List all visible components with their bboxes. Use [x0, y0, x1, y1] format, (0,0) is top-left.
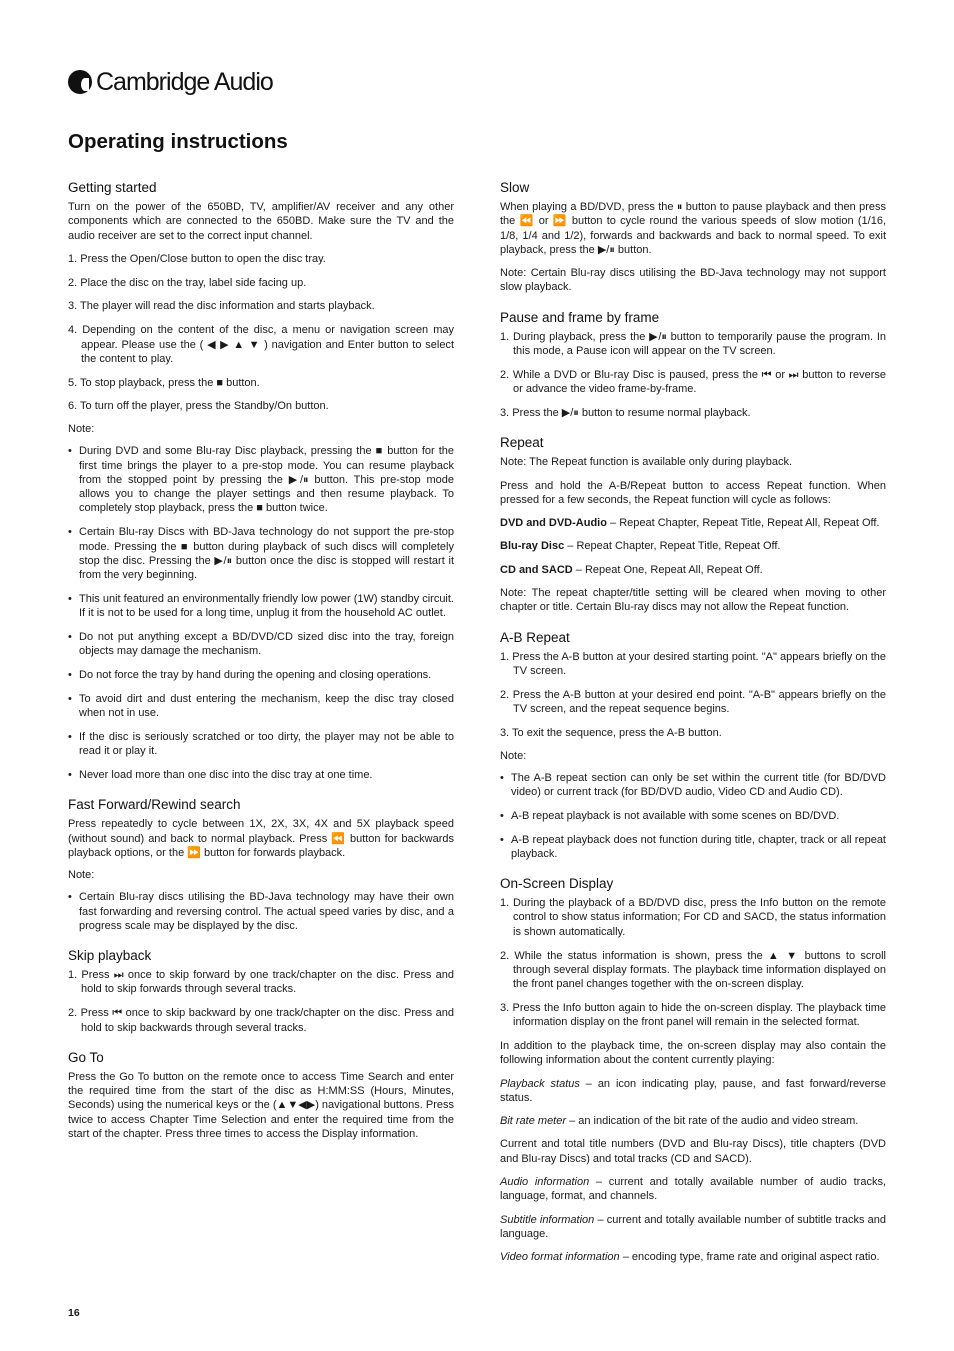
- section-repeat: [500, 435, 886, 614]
- section-on-screen-display: [500, 876, 886, 1264]
- section-heading: Fast Forward/Rewind search: [68, 797, 241, 813]
- list-item: • A-B repeat playback is not available with some scenes on BD/DVD.: [500, 809, 886, 823]
- right-column: [500, 180, 886, 1280]
- note-paragraph: [500, 266, 886, 295]
- repeat-label: CD and SACD: [500, 563, 573, 576]
- note-label: Note:: [500, 456, 527, 469]
- section-heading: Slow: [500, 180, 530, 195]
- brand-name: Cambridge Audio: [96, 67, 273, 96]
- list-item: • To avoid dirt and dust entering the mechanism, keep the disc tray closed when not in use.: [68, 692, 454, 721]
- section-heading: A-B Repeat: [500, 629, 570, 645]
- list-item: 1. During the playback of a BD/DVD disc, press the Info button on the remote control to show status information; For CD and SACD, the status information is shown automatically.: [500, 897, 886, 938]
- osd-item-label: Bit rate meter: [500, 1115, 567, 1128]
- note-text: Certain Blu-ray discs utilising the BD-Java technology may not support slow playback.: [500, 267, 886, 294]
- list-item: 2. Place the disc on the tray, label side facing up.: [68, 276, 307, 289]
- list-item: 2. While the status information is shown, press the ▲ ▼ buttons to scroll through several display formats. The playback time information displayed on the front panel changes together with the on-screen display.: [500, 949, 886, 991]
- note-label: Note:: [500, 749, 527, 762]
- note-text: The repeat chapter/title setting will be cleared when moving to other chapter or title. Certain Blu-ray discs may not allow the Repeat function.: [500, 587, 886, 614]
- paragraph: Turn on the power of the 650BD, TV, amplifier/AV receiver and any other components which are connected to the 650BD. Make sure the TV and the audio receiver are set to the correct input channel.: [68, 201, 454, 242]
- osd-item-text: – an indication of the bit rate of the audio and video stream.: [569, 1115, 859, 1128]
- notes-list: [68, 444, 454, 782]
- steps-list: [500, 650, 886, 740]
- list-item: 2. Press the A-B button at your desired end point. "A-B" appears briefly on the TV screen, and the repeat sequence begins.: [500, 688, 886, 716]
- repeat-label: DVD and DVD-Audio: [500, 517, 607, 530]
- paragraph: When playing a BD/DVD, press the ⏸ button to pause playback and then press the ⏪ or ⏩ button to cycle round the various speeds of slow motion (1/16, 1/8, 1/4 and 1/2), forwards and backwards and back to normal speed. To exit playback, press the ▶/⏸ button.: [500, 201, 886, 256]
- list-item: 3. Press the Info button again to hide the on-screen display. The playback time information display on the front panel will remain in the selected format.: [500, 1001, 886, 1029]
- list-item: 1. Press the Open/Close button to open the disc tray.: [68, 252, 326, 265]
- repeat-cd: [500, 563, 886, 577]
- list-item: • The A-B repeat section can only be set within the current title (for BD/DVD video) or current track (for BD/DVD audio, Video CD and Audio CD).: [500, 771, 886, 800]
- paragraph: Press the Go To button on the remote once to access Time Search and enter the required time from the start of the disc as H:MM:SS (Hours, Minutes, Seconds) using the numerical keys or the (▲▼◀▶) navigational buttons. Press twice to access Chapter Time Selection and enter the required time from the start of the chapter. Press three times to access the Display information.: [68, 1070, 454, 1141]
- section-pause-frame: [500, 310, 886, 420]
- section-heading: Go To: [68, 1049, 104, 1065]
- osd-item: [500, 1213, 886, 1242]
- section-ab-repeat: [500, 630, 886, 861]
- section-heading: Repeat: [500, 435, 544, 451]
- list-item: • This unit featured an environmentally friendly low power (1W) standby circuit. If it is not to be used for a long time, unplug it from the household AC outlet.: [68, 592, 454, 621]
- list-item: 1. Press ⏭ once to skip forward by one track/chapter on the disc. Press and hold to skip forwards through several tracks.: [68, 969, 454, 996]
- section-skip-playback: [68, 948, 454, 1035]
- list-item: 5. To stop playback, press the ■ button.: [68, 376, 260, 389]
- list-item: 1. Press the A-B button at your desired starting point. "A" appears briefly on the TV screen.: [500, 650, 886, 677]
- osd-item-label: Playback status: [500, 1077, 580, 1090]
- list-item: 1. During playback, press the ▶/⏸ button to temporarily pause the program. In this mode, a Pause icon will appear on the TV screen.: [500, 330, 886, 358]
- list-item: • Certain Blu-ray Discs with BD-Java technology do not support the pre-stop mode. Pressing the ■ button during playback of such discs will completely stop the disc. Pressing the ▶/⏸ button once the disc is stopped will restart it from the very beginning.: [68, 525, 454, 582]
- osd-item-text: – encoding type, frame rate and original aspect ratio.: [622, 1251, 880, 1264]
- list-item: • Never load more than one disc into the disc tray at one time.: [68, 768, 454, 782]
- repeat-bluray: [500, 539, 886, 553]
- section-heading: Pause and frame by frame: [500, 309, 660, 325]
- osd-item-text: – an icon indicating play, pause, and fast forward/reverse status.: [500, 1077, 886, 1104]
- note-text: The Repeat function is available only during playback.: [529, 456, 793, 469]
- list-item: 2. While a DVD or Blu-ray Disc is paused, press the ⏮ or ⏭ button to reverse or advance the video frame-by-frame.: [500, 368, 886, 396]
- list-item: • Do not put anything except a BD/DVD/CD sized disc into the tray, foreign objects may damage the mechanism.: [68, 630, 454, 659]
- list-item: 4. Depending on the content of the disc, a menu or navigation screen may appear. Please use the ( ◀ ▶ ▲ ▼ ) navigation and Enter button to select the content to play.: [68, 324, 454, 365]
- note-label: Note:: [500, 587, 527, 600]
- page-number: 16: [68, 1307, 80, 1319]
- section-heading: Skip playback: [68, 948, 152, 964]
- page-title: Operating instructions: [68, 130, 288, 153]
- osd-item: [500, 1114, 886, 1128]
- list-item: 6. To turn off the player, press the Standby/On button.: [68, 400, 329, 413]
- list-item: • Certain Blu-ray discs utilising the BD-Java technology may have their own fast forwarding and reversing control. The actual speed varies by disc, and a progress scale may be displayed by the disc.: [68, 890, 454, 933]
- notes-list: [68, 890, 454, 933]
- osd-item-text: Current and total title numbers (DVD and Blu-ray Discs), title chapters (DVD and Blu-ray Discs) and total tracks (CD and SACD).: [500, 1138, 886, 1165]
- osd-item-text: – current and totally available number of audio tracks, language, format, and channels.: [500, 1176, 886, 1203]
- osd-item-text: – current and totally available number of subtitle tracks and language.: [500, 1213, 886, 1240]
- steps-list: [500, 896, 886, 1029]
- repeat-text: – Repeat Chapter, Repeat Title, Repeat All, Repeat Off.: [610, 517, 880, 530]
- steps-list: [68, 252, 454, 414]
- list-item: 3. The player will read the disc information and starts playback.: [68, 300, 375, 313]
- note-label: Note:: [68, 869, 95, 882]
- section-fast-forward: [68, 797, 454, 933]
- cambridge-audio-logo-icon: [68, 70, 92, 94]
- osd-item-label: Video format information: [500, 1251, 620, 1264]
- section-getting-started: [68, 180, 454, 782]
- left-column: [68, 180, 454, 1156]
- list-item: • Do not force the tray by hand during the opening and closing operations.: [68, 668, 454, 682]
- osd-item: [500, 1250, 886, 1264]
- note-label: Note:: [68, 423, 95, 436]
- notes-list: [500, 771, 886, 861]
- brand-logo: [68, 66, 273, 98]
- osd-item-label: Subtitle information: [500, 1213, 595, 1226]
- steps-list: [68, 968, 454, 1035]
- note-paragraph: [500, 455, 886, 469]
- note-paragraph: [500, 586, 886, 615]
- osd-item: [500, 1077, 886, 1106]
- steps-list: [500, 330, 886, 420]
- list-item: • A-B repeat playback does not function during title, chapter, track or all repeat playback.: [500, 833, 886, 862]
- paragraph: Press and hold the A-B/Repeat button to access Repeat function. When pressed for a few seconds, the Repeat function will cycle as follows:: [500, 479, 886, 506]
- repeat-label: Blu-ray Disc: [500, 540, 565, 553]
- osd-item: [500, 1175, 886, 1204]
- list-item: 3. To exit the sequence, press the A-B button.: [500, 726, 722, 739]
- section-heading: On-Screen Display: [500, 876, 614, 892]
- repeat-text: – Repeat One, Repeat All, Repeat Off.: [575, 563, 763, 576]
- list-item: 3. Press the ▶/⏸ button to resume normal playback.: [500, 406, 751, 419]
- note-label: Note:: [500, 267, 527, 280]
- section-go-to: [68, 1050, 454, 1141]
- paragraph: In addition to the playback time, the on-screen display may also contain the following information about the content currently playing:: [500, 1039, 886, 1067]
- list-item: • During DVD and some Blu-ray Disc playback, pressing the ■ button for the first time brings the player to a pre-stop mode. You can resume playback from the stopped point by pressing the ▶/⏸ button. This pre-stop mode allows you to change the player settings and then resume playback. To completely stop playback, press the ■ button twice.: [68, 444, 454, 515]
- osd-item-label: Audio information: [500, 1176, 590, 1189]
- section-slow: [500, 180, 886, 295]
- repeat-dvd: [500, 516, 886, 530]
- list-item: 2. Press ⏮ once to skip backward by one track/chapter on the disc. Press and hold to skip backwards through several tracks.: [68, 1007, 454, 1034]
- osd-item: [500, 1137, 886, 1166]
- list-item: • If the disc is seriously scratched or too dirty, the player may not be able to read it or play it.: [68, 730, 454, 759]
- paragraph: Press repeatedly to cycle between 1X, 2X, 3X, 4X and 5X playback speed (without sound) and back to normal playback. Press ⏪ button for backwards playback options, or the ⏩ button for forwards playback.: [68, 818, 454, 859]
- section-heading: Getting started: [68, 180, 157, 195]
- repeat-text: – Repeat Chapter, Repeat Title, Repeat Off.: [567, 540, 781, 553]
